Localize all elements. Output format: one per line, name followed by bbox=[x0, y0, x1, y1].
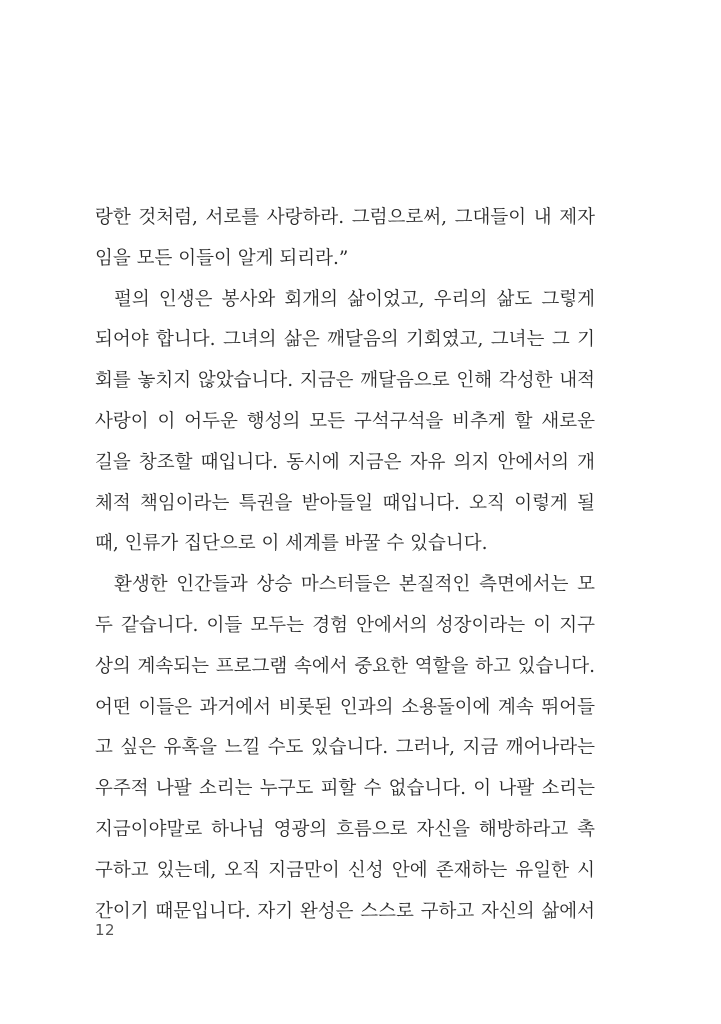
text-line: 되어야 합니다. 그녀의 삶은 깨달음의 기회였고, 그녀는 그 기 bbox=[95, 329, 595, 351]
text-line: 펄의 인생은 봉사와 회개의 삶이었고, 우리의 삶도 그렇게 bbox=[114, 288, 595, 310]
text-line: 때, 인류가 집단으로 이 세계를 바꿀 수 있습니다. bbox=[95, 533, 488, 555]
text-line: 고 싶은 유혹을 느낄 수도 있습니다. 그러나, 지금 깨어나라는 bbox=[95, 737, 595, 759]
page-number: 12 bbox=[95, 921, 116, 939]
text-line: 환생한 인간들과 상승 마스터들은 본질적인 측면에서는 모 bbox=[114, 574, 595, 596]
text-line: 상의 계속되는 프로그램 속에서 중요한 역할을 하고 있습니다. bbox=[95, 655, 595, 677]
text-line: 두 같습니다. 이들 모두는 경험 안에서의 성장이라는 이 지구 bbox=[95, 614, 595, 636]
text-line: 체적 책임이라는 특권을 받아들일 때입니다. 오직 이렇게 될 bbox=[95, 492, 595, 514]
text-line: 임을 모든 이들이 알게 되리라.” bbox=[95, 247, 349, 269]
text-line: 우주적 나팔 소리는 누구도 피할 수 없습니다. 이 나팔 소리는 bbox=[95, 778, 595, 800]
text-line: 구하고 있는데, 오직 지금만이 신성 안에 존재하는 유일한 시 bbox=[95, 859, 595, 881]
text-line: 어떤 이들은 과거에서 비롯된 인과의 소용돌이에 계속 뛰어들 bbox=[95, 696, 595, 718]
text-line: 회를 놓치지 않았습니다. 지금은 깨달음으로 인해 각성한 내적 bbox=[95, 370, 595, 392]
text-line: 지금이야말로 하나님 영광의 흐름으로 자신을 해방하라고 촉 bbox=[95, 818, 595, 840]
text-line: 길을 창조할 때입니다. 동시에 지금은 자유 의지 안에서의 개 bbox=[95, 451, 595, 473]
text-line: 사랑이 이 어두운 행성의 모든 구석구석을 비추게 할 새로운 bbox=[95, 410, 595, 432]
text-line: 랑한 것처럼, 서로를 사랑하라. 그럼으로써, 그대들이 내 제자 bbox=[95, 207, 595, 228]
body-text bbox=[95, 198, 595, 932]
text-line: 간이기 때문입니다. 자기 완성은 스스로 구하고 자신의 삶에서 bbox=[95, 900, 595, 922]
